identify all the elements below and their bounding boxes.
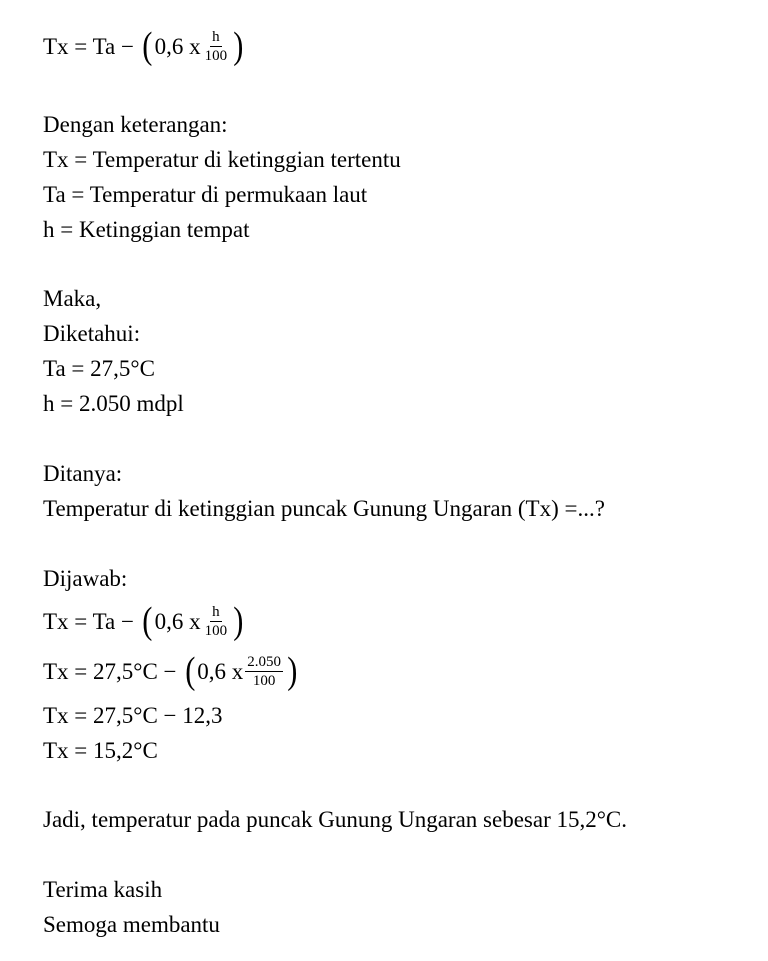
left-paren: ( bbox=[142, 25, 153, 67]
keterangan-item: Tx = Temperatur di ketinggian tertentu bbox=[43, 147, 401, 172]
right-paren: ) bbox=[233, 600, 244, 642]
left-paren: ( bbox=[142, 600, 153, 642]
diketahui-heading: Diketahui: bbox=[43, 321, 141, 346]
step1-fraction bbox=[203, 603, 230, 640]
dijawab-step-2 bbox=[43, 646, 300, 696]
ditanya-heading: Ditanya: bbox=[43, 461, 123, 486]
keterangan-item: Ta = Temperatur di permukaan laut bbox=[43, 182, 368, 207]
fraction-numerator: 2.050 bbox=[247, 653, 281, 670]
formula-inner: 0,6 x bbox=[154, 33, 201, 59]
dijawab-step-1 bbox=[43, 596, 246, 646]
keterangan-item: h = Ketinggian tempat bbox=[43, 217, 250, 242]
diketahui-item: h = 2.050 mdpl bbox=[43, 391, 184, 416]
step2-inner: 0,6 x bbox=[197, 658, 244, 684]
maka-label: Maka, bbox=[43, 286, 102, 311]
keterangan-heading: Dengan keterangan: bbox=[43, 112, 228, 137]
closing-hope: Semoga membantu bbox=[43, 912, 220, 937]
fraction-denominator: 100 bbox=[204, 47, 228, 64]
closing-thanks: Terima kasih bbox=[43, 877, 163, 902]
step2-fraction bbox=[245, 653, 283, 690]
formula-main bbox=[43, 21, 246, 71]
conclusion-text: Jadi, temperatur pada puncak Gunung Ungaran sebesar 15,2°C. bbox=[43, 807, 628, 832]
step1-lhs: Tx = Ta − bbox=[43, 608, 134, 634]
diketahui-item: Ta = 27,5°C bbox=[43, 356, 155, 381]
left-paren: ( bbox=[184, 650, 195, 692]
fraction-numerator: h bbox=[212, 603, 220, 620]
step1-inner: 0,6 x bbox=[154, 608, 201, 634]
right-paren: ) bbox=[233, 25, 244, 67]
right-paren: ) bbox=[287, 650, 298, 692]
dijawab-step-3: Tx = 27,5°C − 12,3 bbox=[43, 703, 223, 728]
fraction-numerator: h bbox=[212, 28, 220, 45]
dijawab-heading: Dijawab: bbox=[43, 566, 128, 591]
fraction-denominator: 100 bbox=[204, 622, 228, 639]
formula-lhs: Tx = Ta − bbox=[43, 33, 134, 59]
ditanya-text: Temperatur di ketinggian puncak Gunung Ungaran (Tx) =...? bbox=[43, 496, 605, 521]
formula-fraction bbox=[203, 28, 230, 65]
dijawab-step-4: Tx = 15,2°C bbox=[43, 738, 158, 763]
fraction-denominator: 100 bbox=[252, 672, 276, 689]
step2-lhs: Tx = 27,5°C − bbox=[43, 658, 177, 684]
